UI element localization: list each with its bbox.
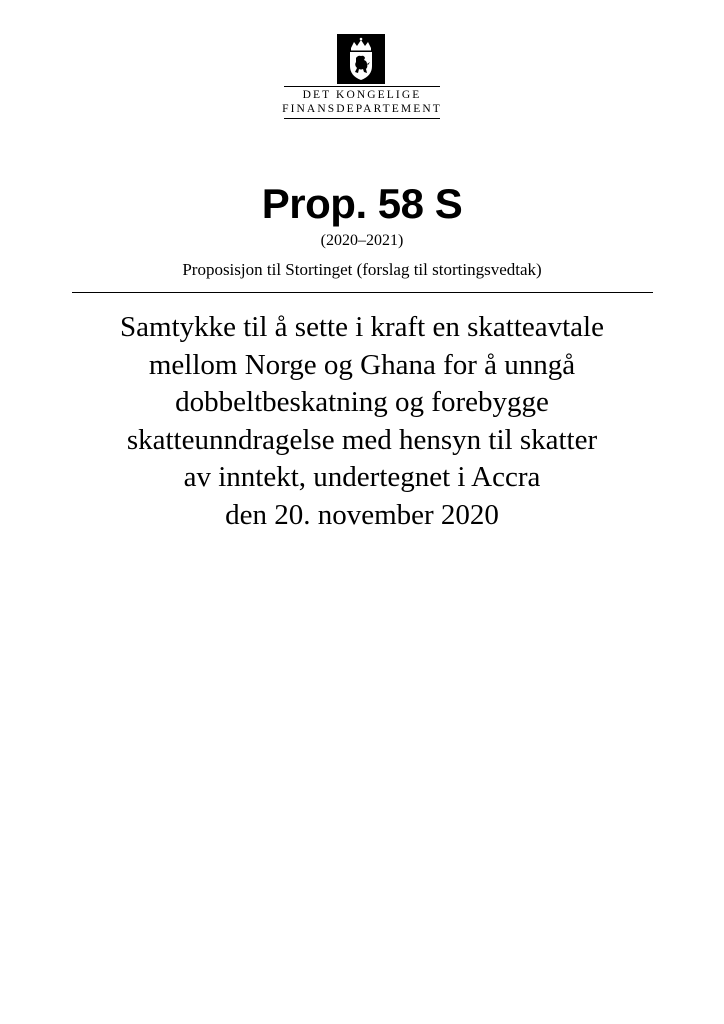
document-title-line: skatteunndragelse med hensyn til skatter (126, 423, 598, 456)
department-name-line1: DET KONGELIGE (302, 89, 422, 101)
proposition-title: Prop. 58 S (261, 180, 463, 227)
document-title-line: den 20. november 2020 (225, 498, 499, 531)
document-title (0, 309, 724, 534)
coat-of-arms-icon (337, 34, 385, 84)
department-name-line2: FINANSDEPARTEMENT (282, 103, 442, 115)
department-bottom-rule (284, 118, 440, 119)
session-years: (2020–2021) (320, 232, 404, 249)
document-title-line: av inntekt, undertegnet i Accra (183, 461, 541, 493)
divider (72, 292, 653, 293)
department-top-rule (284, 86, 440, 87)
document-title-line: dobbeltbeskatning og forebygge (175, 386, 549, 418)
document-title-line: mellom Norge og Ghana for å unngå (148, 348, 576, 381)
document-title-line: Samtykke til å sette i kraft en skatteavtale (120, 311, 604, 343)
proposition-subtitle: Proposisjon til Stortinget (forslag til stortingsvedtak) (182, 260, 542, 279)
